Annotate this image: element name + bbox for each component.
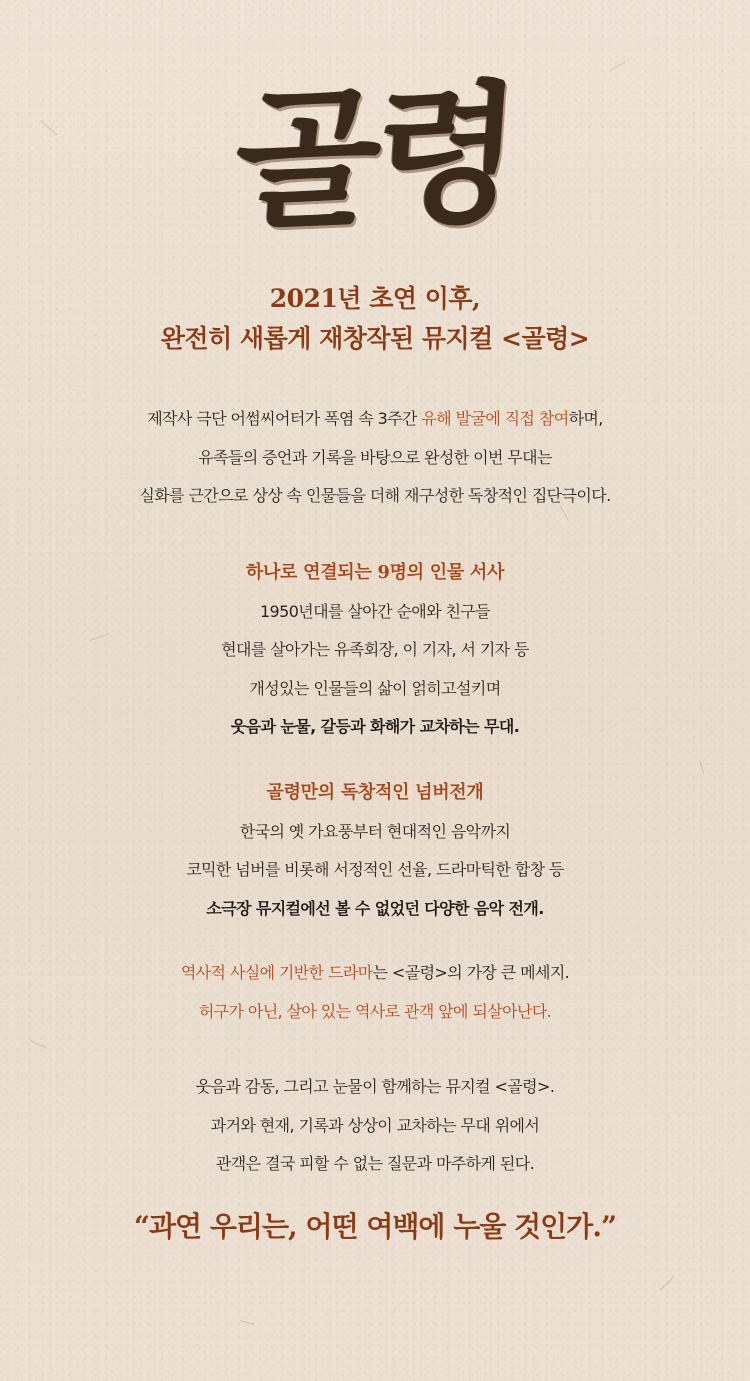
section-numbers: [0, 774, 750, 928]
headline-line-2: 완전히 새롭게 재창작된 뮤지컬 <골령>: [160, 324, 590, 353]
section-history: [0, 954, 750, 1031]
headline: [0, 279, 750, 359]
paper-fiber: [700, 760, 705, 774]
title-logo: [0, 58, 750, 268]
paper-fiber: [660, 1276, 675, 1291]
intro-line-3: 실화를 근간으로 상상 속 인물들을 더해 재구성한 독창적인 집단극이다.: [139, 486, 611, 505]
intro-highlight: 유해 발굴에 직접 참여: [421, 409, 569, 428]
section-history-line-2: 허구가 아닌, 살아 있는 역사로 관객 앞에 되살아난다.: [198, 1001, 552, 1021]
intro-line-1: 제작사 극단 어썸씨어터가 폭염 속 3주간 유해 발굴에 직접 참여하며,: [147, 409, 603, 428]
section-closing-line-2: 과거와 현재, 기록과 상상이 교차하는 무대 위에서: [210, 1115, 540, 1135]
section-closing-line-1: 웃음과 감동, 그리고 눈물이 함께하는 뮤지컬 <골령>.: [195, 1077, 555, 1096]
section-closing: [0, 1068, 750, 1184]
section-characters: [0, 554, 750, 747]
paper-fiber: [240, 1320, 255, 1325]
section-numbers-line-3: 소극장 뮤지컬에선 볼 수 없었던 다양한 음악 전개.: [206, 898, 544, 918]
title-logo-text: 골령: [229, 65, 521, 251]
paper-fiber: [30, 1040, 47, 1049]
section-characters-title: 하나로 연결되는 9명의 인물 서사: [245, 562, 505, 583]
section-numbers-title: 골령만의 독창적인 넘버전개: [266, 782, 484, 803]
section-characters-line-3: 개성있는 인물들의 삶이 얽히고설키며: [249, 678, 501, 698]
section-numbers-line-1: 한국의 옛 가요풍부터 현대적인 음악까지: [239, 821, 511, 841]
headline-line-1: 2021년 초연 이후,: [269, 284, 481, 313]
section-characters-line-2: 현대를 살아가는 유족회장, 이 기자, 서 기자 등: [221, 640, 529, 659]
intro-paragraph: [0, 400, 750, 516]
section-characters-line-1: 1950년대를 살아간 순애와 친구들: [259, 601, 491, 621]
section-closing-line-3: 관객은 결국 피할 수 없는 질문과 마주하게 된다.: [215, 1154, 535, 1173]
section-characters-line-4: 웃음과 눈물, 갈등과 화해가 교차하는 무대.: [230, 717, 520, 736]
section-history-line-1: 역사적 사실에 기반한 드라마는 <골령>의 가장 큰 메세지.: [180, 963, 570, 982]
closing-quote: “과연 우리는, 어떤 여백에 누울 것인가.”: [133, 1210, 617, 1243]
intro-line-2: 유족들의 증언과 기록을 바탕으로 완성한 이번 무대는: [198, 447, 552, 467]
section-numbers-line-2: 코믹한 넘버를 비롯해 서정적인 선율, 드라마틱한 합창 등: [186, 860, 564, 879]
